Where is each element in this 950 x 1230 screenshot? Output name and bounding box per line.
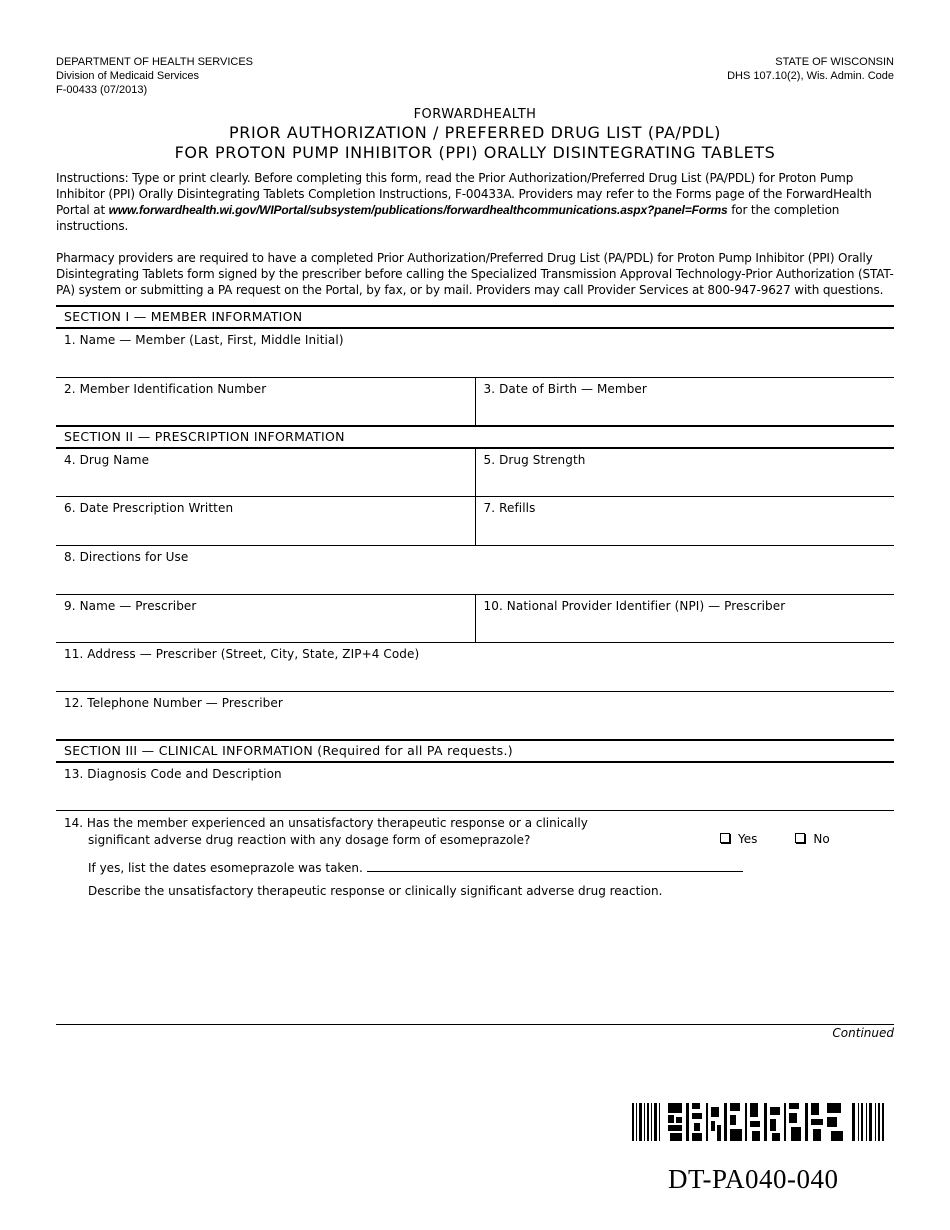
instructions-text-1: Type or print clearly. Before completing this form, read the Prior Authorization/Preferred Drug List (PA/PDL) for Proton Pump Inhibitor (PPI) Orally Disintegrating Tablets Completion Instructions, F-00433A. Providers may refer to the Forms page of the ForwardHealth Portal at <box>56 171 872 217</box>
q14-line-2: significant adverse drug reaction with any dosage form of esomeprazole? <box>88 833 531 847</box>
row-drug <box>56 449 894 497</box>
title-line-1: PRIOR AUTHORIZATION / PREFERRED DRUG LIST (PA/PDL) <box>229 123 721 142</box>
directions-field[interactable]: 8. Directions for Use <box>64 550 189 564</box>
barcode-image <box>632 1103 884 1141</box>
agency-title: FORWARDHEALTH <box>413 107 537 122</box>
yes-label: Yes <box>738 832 758 846</box>
row-member-id <box>56 378 894 427</box>
no-label: No <box>813 832 830 846</box>
q14-yes-option[interactable] <box>720 832 757 846</box>
drug-strength-field[interactable]: 5. Drug Strength <box>475 449 895 496</box>
prescriber-phone-field[interactable]: 12. Telephone Number — Prescriber <box>64 696 283 710</box>
date-written-field[interactable]: 6. Date Prescription Written <box>64 501 234 515</box>
member-id-field[interactable]: 2. Member Identification Number <box>64 382 267 396</box>
section-1-header: SECTION I — MEMBER INFORMATION <box>56 307 894 329</box>
prescriber-address-field[interactable]: 11. Address — Prescriber (Street, City, State, ZIP+4 Code) <box>64 647 420 661</box>
no-checkbox[interactable] <box>795 833 805 843</box>
admin-code: DHS 107.10(2), Wis. Admin. Code <box>727 70 894 82</box>
q14-line-1: 14. Has the member experienced an unsatisfactory therapeutic response or a clinically <box>64 816 588 830</box>
form-header <box>56 55 894 97</box>
row-member-name <box>56 329 894 378</box>
title-line-2: FOR PROTON PUMP INHIBITOR (PPI) ORALLY DISINTEGRATING TABLETS <box>174 143 776 162</box>
q14-dates <box>64 859 886 877</box>
member-dob-field[interactable]: 3. Date of Birth — Member <box>475 378 895 425</box>
dates-label: If yes, list the dates esomeprazole was taken. <box>88 861 363 875</box>
state-name: STATE OF WISCONSIN <box>775 56 894 68</box>
row-address <box>56 643 894 692</box>
drug-name-field[interactable]: 4. Drug Name <box>64 453 150 467</box>
member-name-field[interactable]: 1. Name — Member (Last, First, Middle Initial) <box>64 333 344 347</box>
form-title <box>56 107 894 163</box>
instructions-text-2: for the completion instructions. <box>56 203 840 233</box>
pharmacy-instructions: Pharmacy providers are required to have a completed Prior Authorization/Preferred Drug List (PA/PDL) for Proton Pump Inhibitor (PPI) Orally Disintegrating Tablets form signed by the prescriber before calling the Specialized Transmission Approval Technology-Prior Authorization (STAT-PA) system or submitting a PA request on the Portal, by fax, or by mail. Providers may call Provider Services at 800-947-9627 with questions. <box>56 251 894 297</box>
row-telephone <box>56 692 894 741</box>
form-body <box>56 305 894 1041</box>
section-2-header: SECTION II — PRESCRIPTION INFORMATION <box>56 427 894 449</box>
row-prescription-date <box>56 497 894 546</box>
q14-no-option[interactable] <box>795 832 829 846</box>
q14-describe: Describe the unsatisfactory therapeutic response or clinically significant adverse drug reaction. <box>88 884 663 898</box>
dates-input-line[interactable] <box>367 859 743 872</box>
continued-note: Continued <box>832 1026 894 1040</box>
forms-url-link[interactable]: www.forwardhealth.wi.gov/WIPortal/subsystem/publications/forwardhealthcommunications.aspx?panel=Forms <box>108 203 728 217</box>
q14-yes-no <box>720 832 830 846</box>
form-page <box>56 55 894 1041</box>
section-3-header: SECTION III — CLINICAL INFORMATION (Required for all PA requests.) <box>56 741 894 763</box>
diagnosis-field[interactable]: 13. Diagnosis Code and Description <box>64 767 282 781</box>
form-number: F-00433 (07/2013) <box>56 84 148 96</box>
refills-field[interactable]: 7. Refills <box>475 497 895 545</box>
instructions <box>56 170 894 234</box>
question-14 <box>56 811 894 1025</box>
instructions-label: Instructions: <box>56 171 129 185</box>
yes-checkbox[interactable] <box>720 833 730 843</box>
document-id: DT-PA040-040 <box>668 1164 839 1194</box>
row-directions <box>56 546 894 595</box>
division-name: Division of Medicaid Services <box>56 70 200 82</box>
prescriber-npi-field[interactable]: 10. National Provider Identifier (NPI) — Prescriber <box>475 595 895 642</box>
prescriber-name-field[interactable]: 9. Name — Prescriber <box>64 599 197 613</box>
row-prescriber <box>56 595 894 643</box>
row-diagnosis <box>56 763 894 811</box>
department-name: DEPARTMENT OF HEALTH SERVICES <box>56 56 254 68</box>
